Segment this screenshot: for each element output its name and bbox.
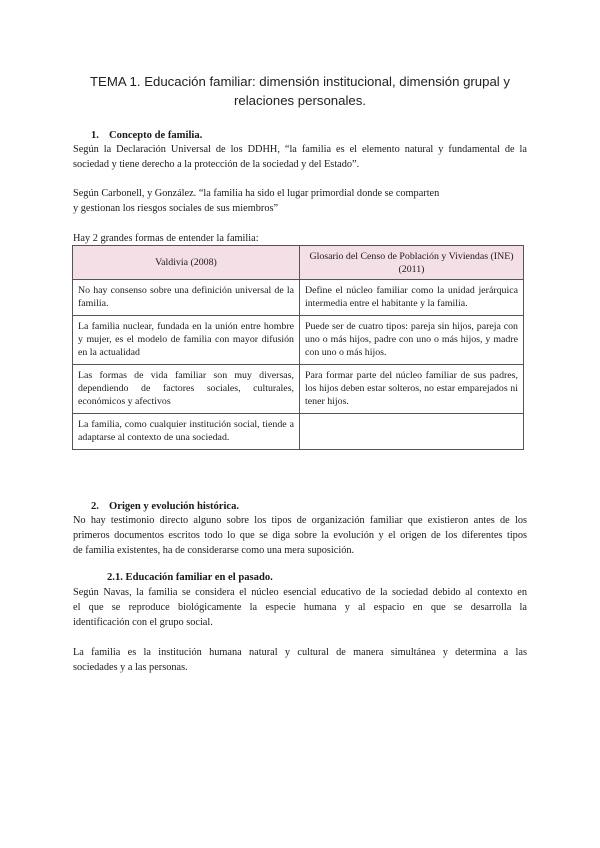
table-row [73, 365, 524, 414]
document-title [70, 72, 530, 110]
table-row [73, 280, 524, 316]
section-2-heading [91, 500, 239, 514]
text-line: el que se reproduce biológicamente la especie humana y al espacio en que se desarrolla la [73, 602, 527, 613]
text-line: sociedades y a las personas. [73, 662, 188, 673]
section-1-paragraph-2 [73, 186, 527, 216]
text-line: Según la Declaración Universal de los DDHH, “la familia es el elemento natural y fundamental de la [73, 144, 527, 155]
section-2-title: Origen y evolución histórica. [109, 501, 240, 512]
text-line: de familia existentes, ha de considerarse como una mera suposición. [73, 545, 355, 556]
text-line: Hay 2 grandes formas de entender la familia: [73, 233, 259, 244]
text-line: Según Navas, la familia se considera el núcleo esencial educativo de la sociedad debido al contexto en [73, 587, 527, 598]
section-2-1-paragraph-1 [73, 585, 527, 630]
table-cell: Las formas de vida familiar son muy diversas, dependiendo de factores sociales, culturales, económicos y afectivos [73, 365, 300, 414]
section-1-paragraph-1 [73, 142, 527, 172]
family-definitions-table [72, 245, 524, 450]
table-cell: Define el núcleo familiar como la unidad jerárquica intermedia entre el habitante y la familia. [300, 280, 524, 316]
section-2-1-heading [107, 571, 273, 585]
table-cell [300, 414, 524, 450]
section-2-1-title: 2.1. Educación familiar en el pasado. [107, 572, 273, 583]
text-line: identificación con el grupo social. [73, 617, 213, 628]
table-cell: La familia nuclear, fundada en la unión entre hombre y mujer, es el modelo de familia con mayor difusión en la actualidad [73, 316, 300, 365]
table-row [73, 414, 524, 450]
text-line: La familia es la institución humana natural y cultural de manera simultánea y determina a las [73, 647, 527, 658]
table-cell: Para formar parte del núcleo familiar de sus padres, los hijos deben estar solteros, no estar emparejados ni tener hijos. [300, 365, 524, 414]
text-line: No hay testimonio directo alguno sobre los tipos de organización familiar que existieron antes de los [73, 515, 527, 526]
table-header-valdivia: Valdivia (2008) [73, 246, 300, 280]
text-line: Según Carbonell, y González. “la familia ha sido el lugar primordial donde se comparten [73, 188, 440, 199]
section-2-paragraph-1 [73, 513, 527, 558]
table-row [73, 316, 524, 365]
text-line: y gestionan los riesgos sociales de sus miembros” [73, 203, 279, 214]
table-intro [73, 231, 527, 246]
table-cell: La familia, como cualquier institución social, tiende a adaptarse al contexto de una sociedad. [73, 414, 300, 450]
section-2-number: 2. [91, 501, 99, 512]
title-line-1: TEMA 1. Educación familiar: dimensión institucional, dimensión grupal y [89, 74, 510, 89]
table-header-row [73, 246, 524, 280]
section-1-heading [91, 129, 202, 143]
section-1-title: Concepto de familia. [109, 130, 203, 141]
section-2-1-paragraph-2 [73, 645, 527, 675]
section-1-number: 1. [91, 130, 99, 141]
title-line-2: relaciones personales. [234, 93, 366, 108]
table-header-ine: Glosario del Censo de Población y Viviendas (INE) (2011) [300, 246, 524, 280]
text-line: sociedad y tiene derecho a la protección de la sociedad y del Estado”. [73, 159, 360, 170]
text-line: primeros documentos escritos todo lo que se diga sobre la evolución y el origen de los diferentes tipos [73, 530, 527, 541]
table-cell: No hay consenso sobre una definición universal de la familia. [73, 280, 300, 316]
table-cell: Puede ser de cuatro tipos: pareja sin hijos, pareja con uno o más hijos, padre con uno o más hijos, y madre con uno o más hijos. [300, 316, 524, 365]
